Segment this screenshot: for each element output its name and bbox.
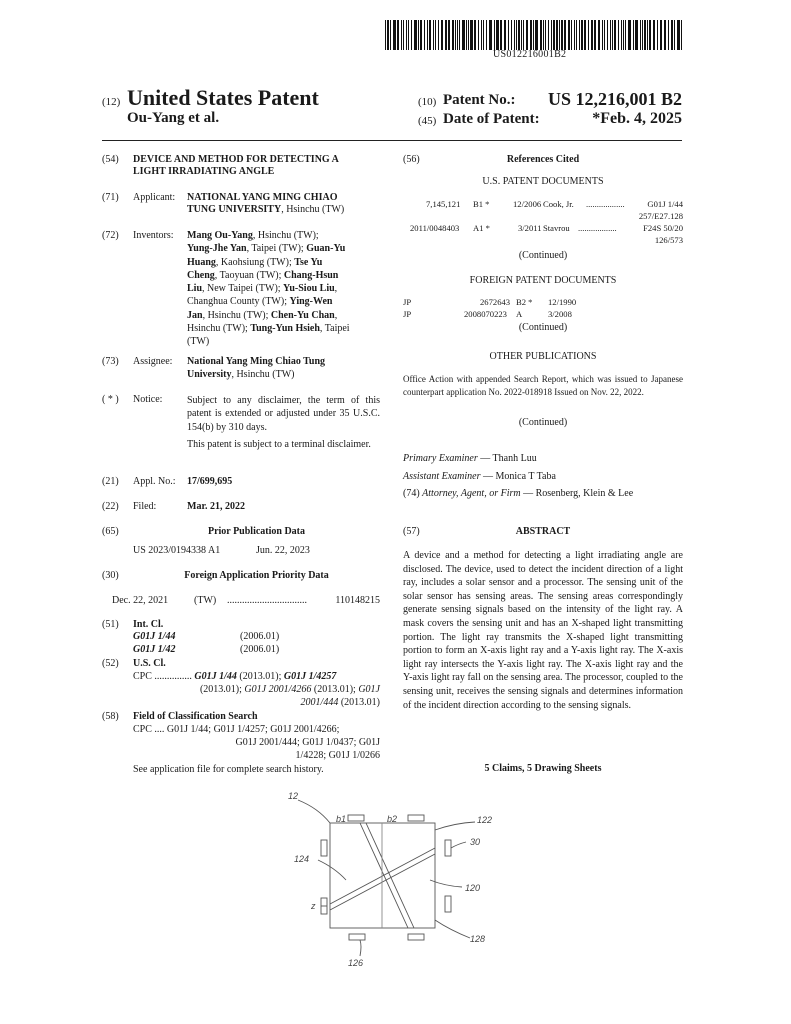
- inventor-name: Chang-Hsun: [283, 269, 339, 281]
- barcode-bar: [543, 20, 544, 50]
- field-57-code: (57): [403, 526, 420, 537]
- barcode-bar: [644, 20, 646, 50]
- barcode-bar: [576, 20, 577, 50]
- inventor-line: [187, 310, 380, 323]
- barcode-bar: [649, 20, 651, 50]
- barcode-bar: [500, 20, 502, 50]
- field-search-line2: G01J 2001/444; G01J 1/0437; G01J: [235, 737, 380, 748]
- field-72-code: (72): [102, 230, 119, 241]
- field-22-code: (22): [102, 501, 119, 512]
- us-docs-heading: U.S. PATENT DOCUMENTS: [482, 176, 604, 187]
- barcode-bar: [581, 20, 583, 50]
- barcode-bar: [486, 20, 487, 50]
- barcode-bar: [441, 20, 443, 50]
- foreign-doc-country: JP: [403, 297, 412, 307]
- x-band-edge: [366, 823, 414, 928]
- barcode-bar: [435, 20, 436, 50]
- y-band-edge: [330, 848, 435, 904]
- foreign-doc-number: 2008070223: [464, 309, 507, 319]
- inventor-place: ,: [334, 283, 338, 295]
- barcode-bar: [414, 20, 417, 50]
- barcode-bar: [602, 20, 603, 50]
- barcode-bar: [489, 20, 492, 50]
- attorney-agent: (74) Attorney, Agent, or Firm — Rosenberg, Klein & Lee: [403, 488, 634, 499]
- drawing-svg: [280, 788, 500, 973]
- inventor-name: Cheng: [187, 269, 215, 281]
- inventor-name: Mang Ou-Yang: [187, 230, 253, 241]
- barcode-bar: [452, 20, 454, 50]
- barcode-bar: [625, 20, 626, 50]
- label-z: z: [311, 901, 316, 911]
- assignee-name-line2: University, Hsinchu (TW): [187, 369, 295, 380]
- foreign-docs-list: [403, 297, 683, 321]
- leader-126: [360, 940, 361, 956]
- barcode-bar: [604, 20, 605, 50]
- label-b2: b2: [387, 814, 398, 824]
- barcode-bar: [474, 20, 476, 50]
- kind-code-label: (12): [102, 96, 121, 108]
- terminal-disclaimer: This patent is subject to a terminal disclaimer.: [187, 439, 371, 450]
- pad-top-left: [348, 815, 364, 821]
- pad-bottom-left: [349, 934, 365, 940]
- inventor-place: , Taipei: [319, 323, 350, 335]
- barcode-bar: [457, 20, 458, 50]
- barcode-bar: [385, 20, 386, 50]
- barcode-bar: [433, 20, 434, 50]
- barcode-bar: [521, 20, 522, 50]
- barcode-bar: [612, 20, 613, 50]
- int-cl-class2: G01J 1/42: [133, 644, 176, 655]
- us-cl-label: U.S. Cl.: [133, 658, 166, 669]
- invention-title-line2: LIGHT IRRADIATING ANGLE: [133, 166, 275, 177]
- date-code: (45): [418, 115, 437, 127]
- us-doc-row: [403, 199, 683, 211]
- int-cl-label: Int. Cl.: [133, 619, 164, 630]
- inventor-line: [187, 296, 380, 309]
- label-b1: b1: [336, 814, 347, 824]
- barcode-bar: [559, 20, 560, 50]
- field-30-code: (30): [102, 570, 119, 581]
- representative-drawing: [280, 788, 500, 973]
- us-doc-date: 3/2011: [518, 223, 542, 233]
- barcode-bar: [551, 20, 552, 50]
- label-12: 12: [288, 791, 299, 801]
- barcode-bar: [621, 20, 622, 50]
- inventor-place: , Taoyuan (TW);: [214, 269, 284, 281]
- barcode-bar: [591, 20, 593, 50]
- barcode-bar: [470, 20, 473, 50]
- priority-country: (TW): [194, 595, 217, 606]
- inventor-line: [187, 257, 380, 270]
- barcode-bar: [677, 20, 680, 50]
- foreign-doc-row: [403, 297, 683, 309]
- inventor-place: , Hsinchu (TW);: [252, 230, 319, 241]
- barcode-bar: [418, 20, 419, 50]
- barcode-bar: [545, 20, 546, 50]
- abstract-heading: ABSTRACT: [515, 526, 571, 537]
- barcode-bar: [408, 20, 409, 50]
- inventor-line: [187, 283, 380, 296]
- pad-left-top: [321, 840, 327, 856]
- barcode-bar: [664, 20, 666, 50]
- assignee-name-line1: National Yang Ming Chiao Tung: [187, 356, 326, 367]
- date-label: Date of Patent:: [443, 111, 540, 127]
- barcode-bar: [387, 20, 389, 50]
- foreign-doc-number: 2672643: [480, 297, 511, 307]
- barcode-bar: [568, 20, 570, 50]
- inventor-name: Liu: [187, 283, 203, 295]
- barcode-number: US012216001B2: [493, 49, 567, 60]
- barcode-bar: [548, 20, 549, 50]
- us-doc-number: 7,145,121: [426, 199, 461, 209]
- y-band-edge: [330, 854, 435, 910]
- document-title: United States Patent: [127, 85, 319, 110]
- priority-number: 110148215: [335, 595, 380, 606]
- barcode-bar: [571, 20, 572, 50]
- us-docs-list: [403, 199, 683, 247]
- barcode-bar: [496, 20, 499, 50]
- inventor-line: [187, 336, 380, 349]
- barcode-bar: [647, 20, 648, 50]
- applicant-name-line2: TUNG UNIVERSITY, Hsinchu (TW): [187, 204, 345, 215]
- inventor-name: Yu-Siou Liu: [283, 283, 335, 295]
- primary-examiner: Primary Examiner — Thanh Luu: [403, 453, 537, 464]
- abstract-text: A device and a method for detecting a light irradiating angle are disclosed. The device, used to detect the incident direction of a light ray, includes a solar sensor and a processor. The sensing unit of the solar sensor has sensing areas. The sensing areas correspondingly generate sensing signals based on the intensity of the light ray. A mask covers the sensing unit and has an X-shaped light transmitting portion. The light ray transmits the X-shaped light transmitting portion to form an X-axis light ray and a Y-axis light ray. The X-axis light ray intersects the Y-axis light ray. The X-axis light ray and the Y-axis light ray fall on the sensing area. The processor, coupled to the sensing unit, receives the sensing signals and determines information of the incident direction according to the sensing signals.: [403, 550, 683, 711]
- field-search-label: Field of Classification Search: [133, 711, 258, 722]
- barcode-bar: [397, 20, 399, 50]
- barcode-bar: [607, 20, 608, 50]
- leader-12: [298, 800, 330, 823]
- pad-right-bottom: [445, 896, 451, 912]
- inventors-list: [187, 230, 380, 350]
- barcode-graphic: [385, 20, 685, 50]
- inventor-place: , New Taipei (TW);: [202, 283, 284, 295]
- barcode-bar: [561, 20, 563, 50]
- us-doc-name: Stavrou: [543, 223, 570, 233]
- references-heading: References Cited: [506, 154, 580, 165]
- leader-30: [451, 842, 466, 848]
- inventor-line: [187, 230, 380, 243]
- barcode-bar: [429, 20, 431, 50]
- other-pubs-heading: OTHER PUBLICATIONS: [489, 351, 597, 362]
- barcode-bar: [594, 20, 596, 50]
- inventor-place: ,: [334, 309, 338, 321]
- us-cl-cpc-line2: (2013.01); G01J 2001/4266 (2013.01); G01J: [199, 684, 380, 695]
- assignee-label: Assignee:: [133, 356, 173, 367]
- barcode-bar: [556, 20, 558, 50]
- barcode-bar: [628, 20, 631, 50]
- barcode-bar: [508, 20, 509, 50]
- prior-pub-heading: Prior Publication Data: [207, 526, 306, 537]
- barcode-bar: [526, 20, 528, 50]
- priority-heading: Foreign Application Priority Data: [184, 570, 329, 581]
- field-54-code: (54): [102, 154, 119, 165]
- us-doc-dots: ..................: [586, 199, 625, 209]
- us-doc-row-cont: [403, 235, 683, 247]
- barcode-bar: [448, 20, 450, 50]
- barcode-bar: [535, 20, 538, 50]
- barcode-bar: [623, 20, 624, 50]
- appl-no-value: 17/699,695: [187, 476, 233, 487]
- field-58-code: (58): [102, 711, 119, 722]
- inventor-line: [187, 270, 380, 283]
- barcode-bar: [481, 20, 482, 50]
- barcode-bar: [401, 20, 402, 50]
- barcode-bar: [455, 20, 456, 50]
- inventor-line: [187, 243, 380, 256]
- inventor-name: Tung-Yun Hsieh: [250, 323, 320, 335]
- barcode-bar: [483, 20, 484, 50]
- claims-sheets: 5 Claims, 5 Drawing Sheets: [484, 763, 602, 774]
- barcode-bar: [540, 20, 542, 50]
- field-52-code: (52): [102, 658, 119, 669]
- foreign-doc-date: 3/2008: [548, 309, 572, 319]
- barcode-bar: [459, 20, 460, 50]
- inventor-name: Chen-Yu Chan: [270, 309, 335, 321]
- inventor-name: Jan: [187, 309, 203, 321]
- barcode-bar: [530, 20, 532, 50]
- barcode-bar: [640, 20, 641, 50]
- barcode-bar: [478, 20, 479, 50]
- label-30: 30: [470, 837, 481, 847]
- barcode-bar: [411, 20, 412, 50]
- barcode-bar: [610, 20, 611, 50]
- label-126: 126: [348, 958, 364, 968]
- inventor-name: Huang: [187, 256, 216, 268]
- barcode-bar: [511, 20, 512, 50]
- inventor-name: Yung-Jhe Yan: [187, 243, 247, 255]
- field-search-line3: 1/4228; G01J 1/0266: [295, 750, 380, 761]
- priority-dots: ................................: [227, 595, 307, 606]
- barcode-bar: [504, 20, 506, 50]
- foreign-docs-continued: (Continued): [518, 322, 568, 333]
- prior-pub-number: US 2023/0194338 A1: [133, 545, 221, 556]
- barcode-bar: [642, 20, 643, 50]
- inventor-place: (TW): [187, 336, 210, 348]
- field-51-code: (51): [102, 619, 119, 630]
- barcode-bar: [674, 20, 675, 50]
- barcode-bar: [579, 20, 580, 50]
- barcode-bar: [390, 20, 391, 50]
- pad-top-right: [408, 815, 424, 821]
- barcode-bar: [681, 20, 682, 50]
- us-doc-class2: 257/E27.128: [638, 211, 683, 221]
- notice-label: Notice:: [133, 394, 163, 405]
- prior-pub-date: Jun. 22, 2023: [256, 545, 310, 556]
- field-search-note: See application file for complete search history.: [133, 764, 324, 775]
- barcode-bar: [424, 20, 425, 50]
- barcode-bar: [462, 20, 465, 50]
- foreign-doc-kind: A: [516, 309, 523, 319]
- barcode-bar: [406, 20, 407, 50]
- int-cl-date1: (2006.01): [240, 631, 280, 642]
- appl-no-label: Appl. No.:: [133, 476, 176, 487]
- barcode-bar: [660, 20, 662, 50]
- inventor-place: Hsinchu (TW);: [187, 323, 251, 335]
- us-doc-kind: B1 *: [473, 199, 490, 209]
- inventors-label: Inventors:: [133, 230, 174, 241]
- notice-text: Subject to any disclaimer, the term of this patent is extended or adjusted under 35 U.S.C. 154(b) by 310 days.: [187, 395, 380, 433]
- barcode-bar: [420, 20, 422, 50]
- patent-date: *Feb. 4, 2025: [592, 110, 682, 127]
- barcode-bar: [514, 20, 515, 50]
- barcode-bar: [403, 20, 404, 50]
- field-71-code: (71): [102, 192, 119, 203]
- us-doc-class: F24S 50/20: [643, 223, 683, 233]
- leader-124: [318, 860, 346, 880]
- us-doc-dots: ..................: [578, 223, 617, 233]
- foreign-doc-kind: B2 *: [516, 297, 533, 307]
- field-56-code: (56): [403, 154, 420, 165]
- other-pubs-continued: (Continued): [518, 417, 568, 428]
- barcode-bar: [598, 20, 600, 50]
- leader-128: [435, 920, 470, 938]
- field-65-code: (65): [102, 526, 119, 537]
- patent-no-label: Patent No.:: [443, 92, 516, 108]
- inventor-place: Changhua County (TW);: [187, 296, 290, 308]
- pad-right-top: [445, 840, 451, 856]
- int-cl-date2: (2006.01): [240, 644, 280, 655]
- notice-code: ( * ): [102, 394, 119, 405]
- label-120: 120: [465, 883, 481, 893]
- barcode-bar: [523, 20, 524, 50]
- barcode: [385, 20, 685, 50]
- applicant-label: Applicant:: [133, 192, 176, 203]
- label-122: 122: [477, 815, 493, 825]
- barcode-bar: [618, 20, 619, 50]
- barcode-bar: [671, 20, 673, 50]
- barcode-bar: [588, 20, 589, 50]
- filed-label: Filed:: [133, 501, 157, 512]
- label-128: 128: [470, 934, 486, 944]
- field-73-code: (73): [102, 356, 119, 367]
- barcode-bar: [466, 20, 467, 50]
- barcode-bar: [614, 20, 616, 50]
- inventor-place: , Hsinchu (TW);: [202, 309, 271, 321]
- priority-date: Dec. 22, 2021: [112, 595, 169, 606]
- barcode-bar: [657, 20, 658, 50]
- barcode-bar: [574, 20, 575, 50]
- barcode-bar: [668, 20, 669, 50]
- barcode-bar: [494, 20, 495, 50]
- inventor-line: [187, 323, 380, 336]
- foreign-doc-row: [403, 309, 683, 321]
- field-21-code: (21): [102, 476, 119, 487]
- inventor-short: Ou-Yang et al.: [127, 110, 220, 126]
- inventor-name: Tse Yu: [294, 256, 323, 268]
- us-cl-cpc-line3: 2001/444 (2013.01): [300, 697, 380, 708]
- inventor-place: , Taipei (TW);: [246, 243, 307, 255]
- barcode-bar: [393, 20, 396, 50]
- filed-value: Mar. 21, 2022: [187, 501, 245, 512]
- header-rule: [102, 140, 682, 141]
- us-doc-number: 2011/0048403: [410, 223, 460, 233]
- us-doc-kind: A1 *: [473, 223, 490, 233]
- barcode-bar: [553, 20, 555, 50]
- int-cl-class1: G01J 1/44: [133, 631, 176, 642]
- us-doc-class: G01J 1/44: [647, 199, 683, 209]
- us-doc-row: [403, 223, 683, 235]
- field-search-line1: CPC .... G01J 1/44; G01J 1/4257; G01J 2001/4266;: [133, 724, 340, 735]
- us-cl-cpc-line1: CPC ............... G01J 1/44 (2013.01); G01J 1/4257: [133, 671, 337, 682]
- inventor-place: , Kaohsiung (TW);: [215, 256, 295, 268]
- us-doc-class2: 126/573: [654, 235, 683, 245]
- foreign-docs-heading: FOREIGN PATENT DOCUMENTS: [469, 275, 617, 286]
- us-doc-date: 12/2006: [513, 199, 542, 209]
- us-docs-continued: (Continued): [518, 250, 568, 261]
- barcode-bar: [445, 20, 447, 50]
- other-pubs-text: Office Action with appended Search Report, which was issued to Japanese counterpart application No. 2022-018918 Issued on Nov. 22, 2022.: [403, 374, 683, 398]
- barcode-bar: [635, 20, 638, 50]
- barcode-bar: [584, 20, 586, 50]
- barcode-bar: [438, 20, 439, 50]
- barcode-bar: [533, 20, 534, 50]
- us-doc-row-cont: [403, 211, 683, 223]
- label-124: 124: [294, 854, 310, 864]
- barcode-bar: [633, 20, 634, 50]
- barcode-bar: [564, 20, 566, 50]
- invention-title-line1: DEVICE AND METHOD FOR DETECTING A: [133, 154, 339, 165]
- inventor-name: Ying-Wen: [289, 296, 333, 308]
- barcode-bar: [653, 20, 655, 50]
- patent-number: US 12,216,001 B2: [547, 89, 682, 109]
- us-doc-name: Cook, Jr.: [543, 199, 574, 209]
- barcode-bar: [427, 20, 428, 50]
- foreign-doc-country: JP: [403, 309, 412, 319]
- foreign-doc-date: 12/1990: [548, 297, 577, 307]
- patent-no-code: (10): [418, 96, 437, 108]
- leader-122: [435, 822, 475, 830]
- assistant-examiner: Assistant Examiner — Monica T Taba: [403, 471, 556, 482]
- barcode-bar: [516, 20, 517, 50]
- applicant-name-line1: NATIONAL YANG MING CHIAO: [187, 192, 338, 203]
- barcode-bar: [518, 20, 520, 50]
- barcode-bar: [468, 20, 469, 50]
- pad-bottom-right: [408, 934, 424, 940]
- inventor-name: Guan-Yu: [306, 243, 346, 255]
